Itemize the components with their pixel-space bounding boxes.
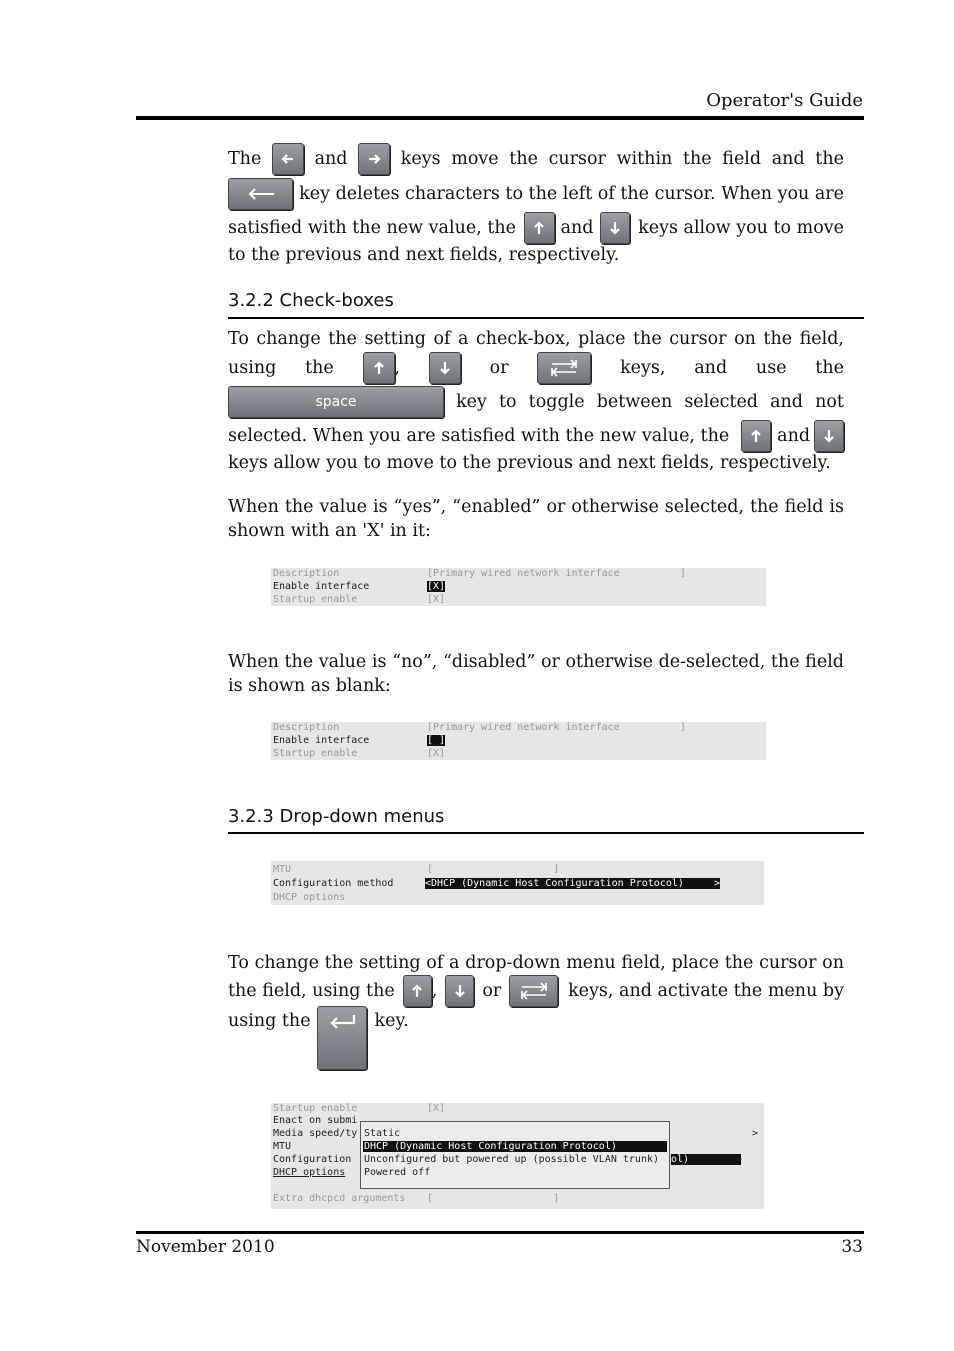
word: keys	[400, 148, 441, 169]
word: toggle	[528, 391, 585, 412]
field-label: Media speed/ty	[273, 1128, 358, 1139]
comma: ,	[431, 980, 438, 1001]
checkbox-unchecked[interactable]: [ ]	[427, 735, 446, 746]
tab-key-icon	[537, 352, 591, 384]
text-line: to the previous and next fields, respectively.	[228, 244, 620, 265]
down-arrow-key-icon	[600, 212, 631, 244]
submenu-arrow: >	[752, 1128, 759, 1139]
submenu-arrow: >	[736, 1154, 743, 1165]
up-arrow-key-icon	[741, 420, 771, 452]
menu-option[interactable]: Unconfigured but powered up (possible VLAN trunk)	[364, 1154, 660, 1165]
field-value: [X]	[427, 748, 446, 759]
menu-option[interactable]: Static	[364, 1128, 401, 1139]
dropdown-menu-popup	[360, 1121, 670, 1189]
checkbox-paragraph	[228, 326, 844, 476]
field-value: [Primary wired network interface ]	[427, 722, 686, 733]
word: and	[770, 391, 804, 412]
enter-key-icon	[317, 1006, 367, 1070]
word: use	[755, 357, 787, 378]
field-value: [X]	[427, 1103, 446, 1114]
menu-option-selected[interactable]: DHCP (Dynamic Host Configuration Protocol)	[364, 1141, 617, 1152]
word: cursor	[548, 148, 606, 169]
section-rule	[228, 832, 864, 834]
text-line: When the value is “yes”, “enabled” or otherwise selected, the field is	[228, 497, 844, 517]
backspace-key-icon	[228, 178, 293, 210]
field-label: Startup enable	[273, 594, 358, 605]
field-label: Configuration	[273, 1154, 352, 1165]
selected-field-tail: ol)	[671, 1154, 741, 1165]
word: using	[228, 357, 277, 378]
field-label: Enable interface	[273, 581, 370, 592]
word: not	[815, 391, 844, 412]
word: keys,	[620, 357, 666, 378]
dropdown-field[interactable]: <DHCP (Dynamic Host Configuration Protocol) >	[425, 878, 721, 889]
field-label: Configuration method	[273, 878, 394, 889]
dropdown-paragraph	[228, 950, 844, 1070]
intro-paragraph	[228, 142, 844, 272]
word: and	[560, 217, 594, 238]
word: and	[777, 425, 811, 446]
section-heading-checkboxes: 3.2.2 Check-boxes	[228, 290, 394, 311]
field-value: [Primary wired network interface ]	[427, 568, 686, 579]
field-label: Description	[273, 568, 340, 579]
word: the	[509, 148, 538, 169]
section-rule	[228, 317, 864, 319]
checkbox-checked[interactable]: [X]	[427, 581, 446, 592]
text-line: keys allow you to move	[638, 217, 844, 238]
up-arrow-key-icon	[524, 212, 555, 244]
text-line: To change the setting of a drop-down menu field, place the cursor on	[228, 952, 844, 973]
up-arrow-key-icon	[403, 975, 432, 1007]
running-header: Operator's Guide	[706, 90, 863, 111]
screenshot-dropdown-field	[271, 861, 764, 905]
field-value: [ ]	[427, 864, 560, 875]
screenshot-checkbox-checked	[271, 568, 766, 606]
checked-paragraph	[228, 495, 844, 543]
word: the	[815, 148, 844, 169]
field-label: MTU	[273, 864, 292, 875]
word: and	[694, 357, 728, 378]
field-label: Description	[273, 722, 340, 733]
menu-option[interactable]: Powered off	[364, 1167, 431, 1178]
word: The	[228, 148, 262, 169]
field-label: Startup enable	[273, 1103, 358, 1114]
tab-key-icon	[509, 975, 558, 1007]
word: the	[815, 357, 844, 378]
field-label: Extra dhcpcd arguments	[273, 1193, 406, 1204]
space-key-icon: space	[228, 386, 444, 418]
word: or	[489, 357, 509, 378]
footer-rule	[136, 1231, 864, 1234]
text-line: shown with an 'X' in it:	[228, 521, 431, 541]
text-line: the field, using the	[228, 980, 395, 1001]
down-arrow-key-icon	[814, 420, 844, 452]
text-line: When the value is “no”, “disabled” or otherwise de-selected, the field	[228, 652, 844, 672]
field-label: MTU	[273, 1141, 292, 1152]
word: between	[596, 391, 673, 412]
screenshot-dropdown-menu-open	[271, 1103, 764, 1209]
word: key.	[374, 1011, 409, 1031]
word: and	[771, 148, 805, 169]
footer-date: November 2010	[136, 1237, 275, 1257]
header-rule	[136, 116, 864, 120]
field-label: DHCP options	[273, 1167, 346, 1178]
page-number: 33	[841, 1237, 863, 1257]
screenshot-checkbox-unchecked	[271, 722, 766, 760]
word: field	[722, 148, 762, 169]
down-arrow-key-icon	[445, 975, 474, 1007]
word: selected	[684, 391, 759, 412]
text-line: key deletes characters to the left of the cursor. When you are	[299, 183, 844, 204]
text-line: To change the setting of a check-box, place the cursor on the field,	[228, 328, 844, 349]
right-arrow-key-icon	[358, 143, 390, 175]
field-value: [X]	[427, 594, 446, 605]
field-label: Enable interface	[273, 735, 370, 746]
left-arrow-key-icon	[272, 143, 304, 175]
word: and	[314, 148, 348, 169]
word: or	[482, 980, 502, 1001]
section-heading-dropdown: 3.2.3 Drop-down menus	[228, 806, 445, 827]
field-label: Startup enable	[273, 748, 358, 759]
field-value: [ ]	[427, 1193, 560, 1204]
text-line: satisfied with the new value, the	[228, 217, 516, 238]
text-line: using the	[228, 1011, 311, 1031]
word: key	[456, 391, 487, 412]
field-label: Enact on submi	[273, 1115, 358, 1126]
field-label: DHCP options	[273, 892, 346, 903]
word: the	[682, 148, 712, 169]
comma: ,	[394, 357, 401, 378]
unchecked-paragraph	[228, 650, 844, 698]
down-arrow-key-icon	[429, 352, 461, 384]
text-line: selected. When you are satisfied with the new value, the	[228, 425, 730, 446]
word: move	[451, 148, 499, 169]
word: to	[499, 391, 517, 412]
up-arrow-key-icon	[363, 352, 395, 384]
word: the	[305, 357, 334, 378]
word: within	[616, 148, 673, 169]
text-line: keys allow you to move to the previous and next fields, respectively.	[228, 452, 831, 473]
text-line: is shown as blank:	[228, 676, 391, 696]
text-line: keys, and activate the menu by	[568, 980, 844, 1001]
